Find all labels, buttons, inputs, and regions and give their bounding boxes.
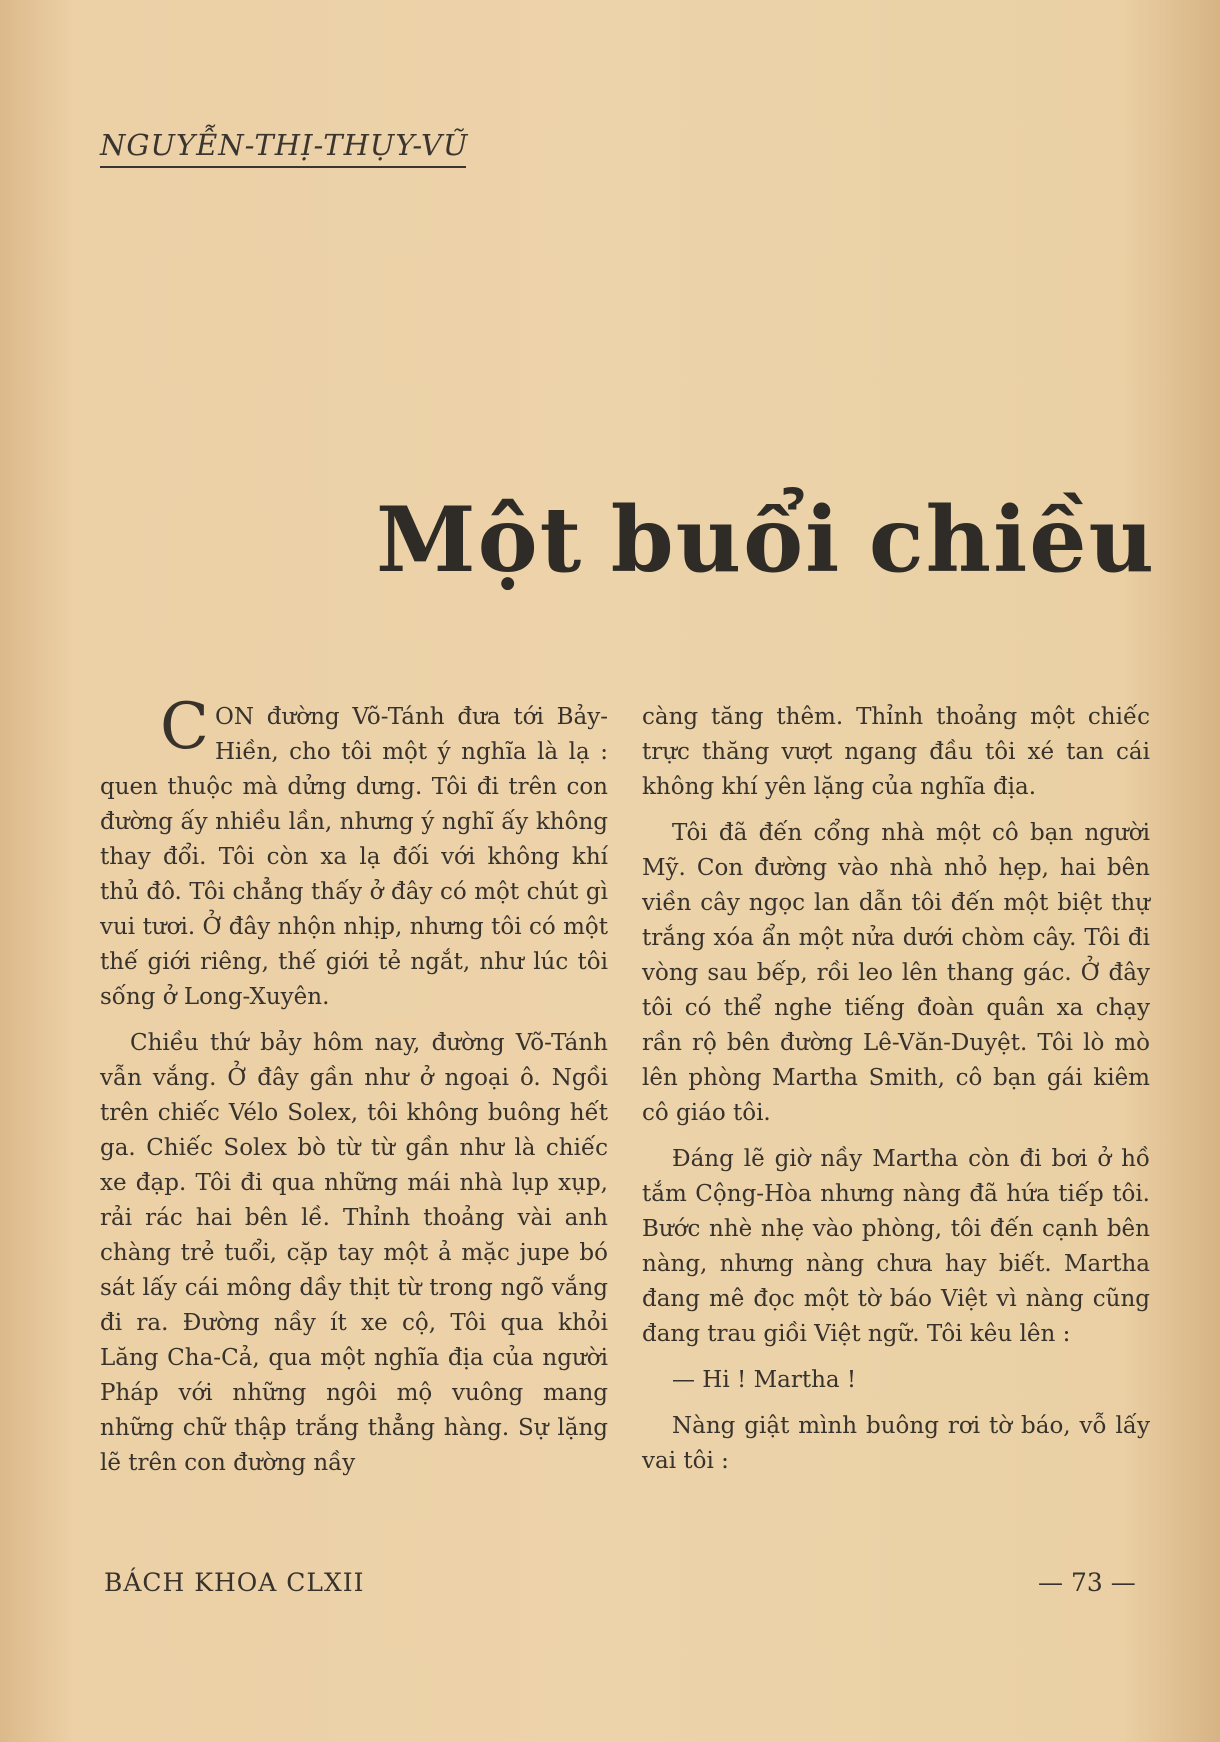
paragraph: Nàng giật mình buông rơi tờ báo, vỗ lấy vai tôi :	[642, 1413, 1150, 1474]
page-number: — 73 —	[1038, 1568, 1136, 1597]
author-byline: NGUYỄN-THỊ-THỤY-VŨ	[100, 128, 466, 168]
paragraph-text: đường Võ-Tánh đưa tới Bảy-Hiền, cho tôi một ý nghĩa là lạ : quen thuộc mà dửng dưng. Tôi đi trên con đường ấy nhiều lần, nhưng ý nghĩ ấy không thay đổi. Tôi còn xa lạ đối với không khí thủ đô. Tôi chẳng thấy ở đây có một chút gì vui tươi. Ở đây nhộn nhịp, nhưng tôi có một thế giới riêng, thế giới tẻ ngắt, như lúc tôi sống ở Long-Xuyên.	[100, 704, 608, 1010]
magazine-name: BÁCH KHOA CLXII	[104, 1568, 365, 1597]
title-word: buổi	[610, 487, 842, 593]
text-column-left	[100, 690, 608, 1492]
title-word: chiều	[868, 487, 1156, 593]
paragraph: Chiều thứ bảy hôm nay, đường Võ-Tánh vẫn vắng. Ở đây gần như ở ngoại ô. Ngồi trên chiếc Vélo Solex, tôi không buông hết ga. Chiếc Solex bò từ từ gần như là chiếc xe đạp. Tôi đi qua những mái nhà lụp xụp, rải rác hai bên lề. Thỉnh thoảng vài anh chàng trẻ tuổi, cặp tay một ả mặc jupe bó sát lấy cái mông dầy thịt từ trong ngõ vắng đi ra. Đường nầy ít xe cộ, Tôi qua khỏi Lăng Cha-Cả, qua một nghĩa địa của người Pháp với những ngôi mộ vuông mang những chữ thập trắng thẳng hàng. Sự lặng lẽ trên con đường nầy	[100, 1030, 608, 1476]
paragraph	[100, 690, 608, 1015]
paragraph: Đáng lẽ giờ nầy Martha còn đi bơi ở hồ tắm Cộng-Hòa nhưng nàng đã hứa tiếp tôi. Bước nhè nhẹ vào phòng, tôi đến cạnh bên nàng, nhưng nàng chưa hay biết. Martha đang mê đọc một tờ báo Việt vì nàng cũng đang trau giồi Việt ngữ. Tôi kêu lên :	[642, 1146, 1150, 1347]
title-word: Một	[376, 487, 584, 593]
drop-cap-lead: ON	[214, 704, 254, 730]
dialogue-line: — Hi ! Martha !	[672, 1367, 857, 1393]
paragraph: càng tăng thêm. Thỉnh thoảng một chiếc trực thăng vượt ngang đầu tôi xé tan cái không khí yên lặng của nghĩa địa.	[642, 704, 1150, 800]
paragraph: Tôi đã đến cổng nhà một cô bạn người Mỹ. Con đường vào nhà nhỏ hẹp, hai bên viền cây ngọc lan dẫn tôi đến một biệt thự trắng xóa ẩn một nửa dưới chòm cây. Tôi đi vòng sau bếp, rồi leo lên thang gác. Ở đây tôi có thể nghe tiếng đoàn quân xa chạy rần rộ bên đường Lê-Văn-Duyệt. Tôi lò mò lên phòng Martha Smith, cô bạn gái kiêm cô giáo tôi.	[642, 820, 1150, 1126]
article-title	[376, 487, 1156, 593]
drop-cap: C	[160, 690, 209, 764]
text-column-right	[642, 700, 1150, 1490]
